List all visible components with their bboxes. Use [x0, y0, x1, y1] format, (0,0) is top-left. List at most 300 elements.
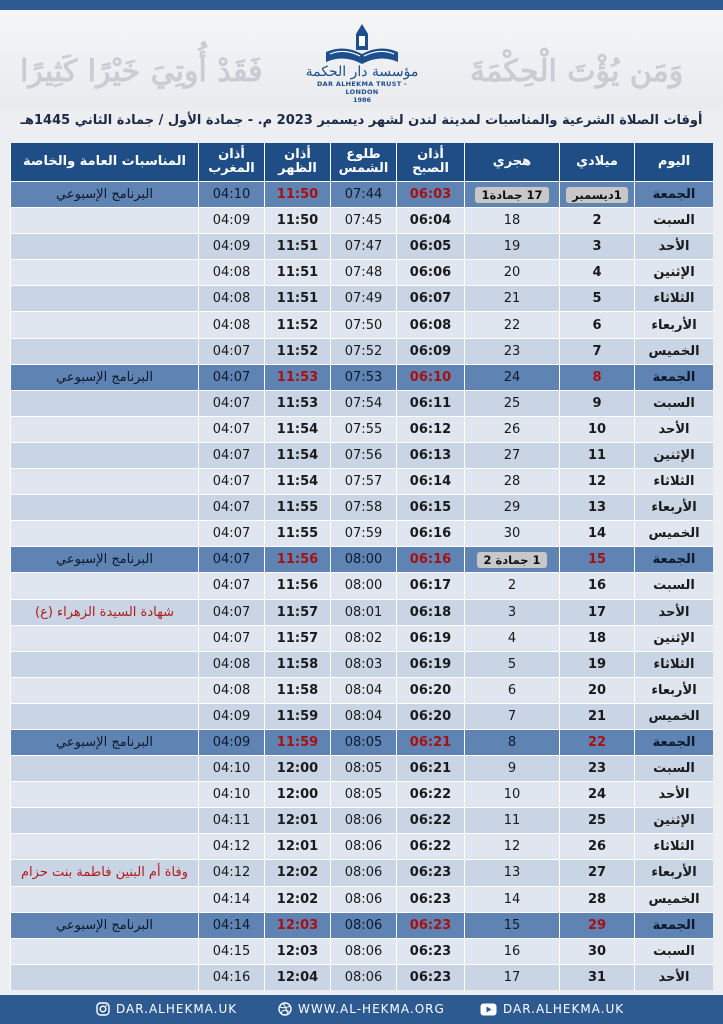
cell-sunrise: 08:05 — [330, 781, 396, 807]
cell-fajr: 06:23 — [396, 886, 464, 912]
cell-maghrib: 04:07 — [198, 390, 264, 416]
table-row — [10, 859, 713, 885]
cell-sunrise: 08:06 — [330, 886, 396, 912]
cell-event — [10, 311, 198, 337]
cell-maghrib: 04:16 — [198, 964, 264, 990]
cell-day: الجمعة — [634, 364, 713, 390]
cell-sunrise: 08:06 — [330, 859, 396, 885]
cell-sunrise: 07:52 — [330, 338, 396, 364]
cell-day: السبت — [634, 207, 713, 233]
cell-day: السبت — [634, 938, 713, 964]
cell-day: الجمعة — [634, 546, 713, 572]
cell-dhuhr: 11:54 — [264, 468, 330, 494]
cell-day: الأحد — [634, 233, 713, 259]
cell-day: الجمعة — [634, 729, 713, 755]
cell-day: الثلاثاء — [634, 285, 713, 311]
table-row — [10, 651, 713, 677]
table-row — [10, 311, 713, 337]
cell-fajr: 06:23 — [396, 938, 464, 964]
cell-maghrib: 04:10 — [198, 755, 264, 781]
cell-gregorian: 18 — [559, 625, 634, 651]
cell-gregorian: 3 — [559, 233, 634, 259]
cell-fajr: 06:18 — [396, 599, 464, 625]
cell-hijri: 8 — [464, 729, 559, 755]
table-row — [10, 416, 713, 442]
cell-fajr: 06:08 — [396, 311, 464, 337]
cell-gregorian: 29 — [559, 912, 634, 938]
website-url: WWW.AL-HEKMA.ORG — [298, 1002, 445, 1016]
cell-gregorian: 31 — [559, 964, 634, 990]
prayer-times-table — [10, 143, 713, 990]
cell-maghrib: 04:09 — [198, 703, 264, 729]
table-row — [10, 625, 713, 651]
cell-dhuhr: 12:03 — [264, 912, 330, 938]
cell-hijri: 16 — [464, 938, 559, 964]
table-row — [10, 677, 713, 703]
cell-fajr: 06:17 — [396, 572, 464, 598]
cell-hijri: 14 — [464, 886, 559, 912]
cell-gregorian: 25 — [559, 807, 634, 833]
cell-day: الأربعاء — [634, 859, 713, 885]
cell-event: شهادة السيدة الزهراء (ع) — [10, 599, 198, 625]
cell-fajr: 06:21 — [396, 755, 464, 781]
cell-dhuhr: 11:52 — [264, 311, 330, 337]
cell-hijri: 15 — [464, 912, 559, 938]
footer-instagram[interactable] — [96, 1002, 237, 1016]
instagram-handle: DAR.ALHEKMA.UK — [116, 1002, 238, 1016]
header-dhuhr-line2: الظهر — [278, 161, 317, 176]
cell-sunrise: 07:56 — [330, 442, 396, 468]
cell-fajr: 06:06 — [396, 259, 464, 285]
cell-gregorian: 22 — [559, 729, 634, 755]
cell-sunrise: 08:00 — [330, 572, 396, 598]
cell-dhuhr: 12:02 — [264, 859, 330, 885]
cell-maghrib: 04:08 — [198, 311, 264, 337]
cell-event — [10, 494, 198, 520]
cell-fajr: 06:23 — [396, 912, 464, 938]
cell-dhuhr: 11:55 — [264, 520, 330, 546]
cell-dhuhr: 11:53 — [264, 390, 330, 416]
cell-event: البرنامج الإسبوعي — [10, 546, 198, 572]
cell-maghrib: 04:10 — [198, 181, 264, 207]
cell-maghrib: 04:14 — [198, 886, 264, 912]
cell-sunrise: 08:06 — [330, 807, 396, 833]
cell-gregorian: 14 — [559, 520, 634, 546]
cell-dhuhr: 11:59 — [264, 703, 330, 729]
header-sunrise-line2: الشمس — [338, 161, 389, 176]
cell-sunrise: 08:03 — [330, 651, 396, 677]
cell-day: الإثنين — [634, 259, 713, 285]
cell-dhuhr: 11:59 — [264, 729, 330, 755]
cell-gregorian: 10 — [559, 416, 634, 442]
cell-day: الجمعة — [634, 912, 713, 938]
cell-sunrise: 08:06 — [330, 964, 396, 990]
cell-day: الخميس — [634, 338, 713, 364]
cell-dhuhr: 11:51 — [264, 259, 330, 285]
cell-fajr: 06:10 — [396, 364, 464, 390]
cell-maghrib: 04:14 — [198, 912, 264, 938]
cell-gregorian: 4 — [559, 259, 634, 285]
cell-day: الأحد — [634, 964, 713, 990]
page-title: أوقات الصلاة الشرعية والمناسبات لمدينة لندن لشهر ديسمبر 2023 م. - جمادة الأول / جمادة الثاني 1445هـ — [20, 113, 703, 128]
cell-fajr: 06:05 — [396, 233, 464, 259]
cell-day: السبت — [634, 572, 713, 598]
cell-maghrib: 04:07 — [198, 625, 264, 651]
cell-event — [10, 781, 198, 807]
table-row — [10, 938, 713, 964]
cell-maghrib: 04:09 — [198, 207, 264, 233]
cell-gregorian: 26 — [559, 833, 634, 859]
table-row — [10, 807, 713, 833]
cell-dhuhr: 12:02 — [264, 886, 330, 912]
table-row — [10, 207, 713, 233]
cell-sunrise: 08:06 — [330, 938, 396, 964]
table-row — [10, 285, 713, 311]
header-events: المناسبات العامة والخاصة — [10, 143, 198, 181]
cell-hijri: 26 — [464, 416, 559, 442]
hijri-month-badge: 17 جمادة1 — [475, 187, 548, 203]
cell-maghrib: 04:12 — [198, 833, 264, 859]
cell-dhuhr: 12:04 — [264, 964, 330, 990]
cell-hijri: 12 — [464, 833, 559, 859]
cell-gregorian: 6 — [559, 311, 634, 337]
cell-maghrib: 04:08 — [198, 677, 264, 703]
cell-day: الجمعة — [634, 181, 713, 207]
cell-maghrib: 04:09 — [198, 729, 264, 755]
cell-event — [10, 259, 198, 285]
cell-sunrise: 07:54 — [330, 390, 396, 416]
cell-gregorian: 11 — [559, 442, 634, 468]
cell-maghrib: 04:11 — [198, 807, 264, 833]
table-row — [10, 390, 713, 416]
cell-dhuhr: 12:01 — [264, 833, 330, 859]
cell-event — [10, 468, 198, 494]
cell-dhuhr: 11:56 — [264, 572, 330, 598]
cell-fajr: 06:21 — [396, 729, 464, 755]
cell-event — [10, 703, 198, 729]
logo-english-name: DAR ALHEKMA TRUST - LONDON — [316, 80, 408, 96]
cell-dhuhr: 11:53 — [264, 364, 330, 390]
cell-hijri: 6 — [464, 677, 559, 703]
youtube-icon — [480, 1003, 497, 1016]
cell-event: البرنامج الإسبوعي — [10, 729, 198, 755]
cell-sunrise: 07:50 — [330, 311, 396, 337]
cell-fajr: 06:13 — [396, 442, 464, 468]
cell-maghrib: 04:07 — [198, 364, 264, 390]
cell-sunrise: 08:06 — [330, 912, 396, 938]
cell-maghrib: 04:08 — [198, 259, 264, 285]
cell-day: الثلاثاء — [634, 833, 713, 859]
cell-day: الإثنين — [634, 807, 713, 833]
logo-year: 1986 — [352, 96, 372, 104]
table-row — [10, 781, 713, 807]
cell-fajr: 06:19 — [396, 625, 464, 651]
cell-hijri: 11 — [464, 807, 559, 833]
cell-day: الأحد — [634, 416, 713, 442]
cell-sunrise: 07:48 — [330, 259, 396, 285]
cell-gregorian — [559, 181, 634, 207]
cell-sunrise: 08:04 — [330, 677, 396, 703]
cell-day: الأربعاء — [634, 677, 713, 703]
table-row — [10, 833, 713, 859]
cell-hijri: 10 — [464, 781, 559, 807]
header-fajr-line1: أذان — [417, 147, 444, 162]
cell-hijri: 17 — [464, 964, 559, 990]
cell-day: الإثنين — [634, 625, 713, 651]
cell-dhuhr: 11:58 — [264, 677, 330, 703]
cell-event — [10, 886, 198, 912]
cell-fajr: 06:23 — [396, 964, 464, 990]
cell-event — [10, 938, 198, 964]
cell-hijri: 21 — [464, 285, 559, 311]
header-dhuhr — [264, 143, 330, 181]
hijri-month-badge: 1 جمادة 2 — [477, 552, 546, 568]
cell-hijri: 7 — [464, 703, 559, 729]
cell-dhuhr: 12:01 — [264, 807, 330, 833]
cell-gregorian: 27 — [559, 859, 634, 885]
cell-day: السبت — [634, 755, 713, 781]
cell-day: الثلاثاء — [634, 651, 713, 677]
cell-hijri: 20 — [464, 259, 559, 285]
cell-gregorian: 30 — [559, 938, 634, 964]
table-row — [10, 546, 713, 572]
cell-sunrise: 08:06 — [330, 833, 396, 859]
cell-gregorian: 17 — [559, 599, 634, 625]
cell-fajr: 06:15 — [396, 494, 464, 520]
cell-fajr: 06:16 — [396, 546, 464, 572]
cell-event — [10, 390, 198, 416]
instagram-icon — [96, 1002, 110, 1016]
month-start-badge: 1ديسمبر — [566, 187, 628, 203]
cell-day: السبت — [634, 390, 713, 416]
cell-maghrib: 04:07 — [198, 546, 264, 572]
cell-gregorian: 28 — [559, 886, 634, 912]
cell-hijri: 13 — [464, 859, 559, 885]
cell-gregorian: 2 — [559, 207, 634, 233]
header-maghrib-line1: أذان — [218, 147, 245, 162]
cell-hijri: 28 — [464, 468, 559, 494]
table-row — [10, 572, 713, 598]
table-row — [10, 494, 713, 520]
cell-hijri: 2 — [464, 572, 559, 598]
cell-gregorian: 24 — [559, 781, 634, 807]
cell-fajr: 06:22 — [396, 807, 464, 833]
cell-fajr: 06:20 — [396, 677, 464, 703]
dribbble-globe-icon — [278, 1002, 292, 1016]
cell-maghrib: 04:07 — [198, 338, 264, 364]
cell-sunrise: 08:05 — [330, 729, 396, 755]
cell-event — [10, 651, 198, 677]
cell-event — [10, 807, 198, 833]
cell-day: الأربعاء — [634, 494, 713, 520]
logo — [300, 22, 424, 118]
cell-hijri: 22 — [464, 311, 559, 337]
cell-maghrib: 04:09 — [198, 233, 264, 259]
cell-maghrib: 04:12 — [198, 859, 264, 885]
cell-fajr: 06:20 — [396, 703, 464, 729]
cell-fajr: 06:22 — [396, 833, 464, 859]
cell-fajr: 06:09 — [396, 338, 464, 364]
cell-fajr: 06:22 — [396, 781, 464, 807]
cell-hijri: 23 — [464, 338, 559, 364]
cell-fajr: 06:14 — [396, 468, 464, 494]
cell-gregorian: 20 — [559, 677, 634, 703]
cell-event — [10, 677, 198, 703]
cell-dhuhr: 11:54 — [264, 442, 330, 468]
cell-hijri: 27 — [464, 442, 559, 468]
cell-fajr: 06:07 — [396, 285, 464, 311]
cell-event — [10, 233, 198, 259]
cell-day: الأحد — [634, 781, 713, 807]
header-fajr — [396, 143, 464, 181]
cell-event — [10, 442, 198, 468]
cell-hijri: 19 — [464, 233, 559, 259]
cell-hijri: 3 — [464, 599, 559, 625]
cell-gregorian: 16 — [559, 572, 634, 598]
cell-sunrise: 07:57 — [330, 468, 396, 494]
cell-fajr: 06:11 — [396, 390, 464, 416]
cell-maghrib: 04:08 — [198, 285, 264, 311]
table-row — [10, 729, 713, 755]
cell-event: وفاة أم البنين فاطمة بنت حزام — [10, 859, 198, 885]
cell-sunrise: 08:05 — [330, 755, 396, 781]
header-maghrib-line2: المغرب — [208, 161, 255, 176]
cell-fajr: 06:16 — [396, 520, 464, 546]
cell-event — [10, 520, 198, 546]
cell-dhuhr: 11:51 — [264, 233, 330, 259]
logo-arabic-name: مؤسسة دار الحكمة — [305, 64, 419, 80]
cell-event — [10, 833, 198, 859]
cell-fajr: 06:19 — [396, 651, 464, 677]
table-row — [10, 703, 713, 729]
cell-gregorian: 15 — [559, 546, 634, 572]
cell-dhuhr: 11:56 — [264, 546, 330, 572]
header-fajr-line2: الصبح — [412, 161, 449, 176]
cell-day: الخميس — [634, 886, 713, 912]
cell-event — [10, 416, 198, 442]
table-row — [10, 964, 713, 990]
table-row — [10, 338, 713, 364]
table-row — [10, 886, 713, 912]
cell-event — [10, 755, 198, 781]
cell-day: الثلاثاء — [634, 468, 713, 494]
cell-event — [10, 572, 198, 598]
cell-fajr: 06:12 — [396, 416, 464, 442]
cell-maghrib: 04:07 — [198, 468, 264, 494]
header-sunrise — [330, 143, 396, 181]
table-row — [10, 233, 713, 259]
cell-dhuhr: 12:00 — [264, 781, 330, 807]
table-row — [10, 442, 713, 468]
cell-hijri: 18 — [464, 207, 559, 233]
slogan-right: وَمَن يُؤْتَ الْحِكْمَةَ — [470, 54, 684, 89]
cell-dhuhr: 11:51 — [264, 285, 330, 311]
youtube-handle: DAR.ALHEKMA.UK — [503, 1002, 625, 1016]
cell-event — [10, 625, 198, 651]
cell-maghrib: 04:07 — [198, 599, 264, 625]
table-row — [10, 364, 713, 390]
cell-maghrib: 04:07 — [198, 416, 264, 442]
header — [0, 10, 723, 110]
cell-maghrib: 04:07 — [198, 572, 264, 598]
table-row — [10, 468, 713, 494]
cell-hijri: 25 — [464, 390, 559, 416]
slogan-left: فَقَدْ أُوتِيَ خَيْرًا كَثِيرًا — [20, 54, 263, 89]
cell-dhuhr: 11:57 — [264, 599, 330, 625]
cell-hijri — [464, 181, 559, 207]
header-maghrib — [198, 143, 264, 181]
cell-maghrib: 04:08 — [198, 651, 264, 677]
cell-hijri: 30 — [464, 520, 559, 546]
cell-day: الخميس — [634, 703, 713, 729]
cell-maghrib: 04:07 — [198, 442, 264, 468]
cell-gregorian: 21 — [559, 703, 634, 729]
table-row — [10, 755, 713, 781]
tower-book-logo-icon — [322, 22, 402, 68]
cell-sunrise: 08:02 — [330, 625, 396, 651]
cell-gregorian: 19 — [559, 651, 634, 677]
cell-dhuhr: 11:55 — [264, 494, 330, 520]
cell-gregorian: 5 — [559, 285, 634, 311]
footer-youtube[interactable] — [480, 1002, 624, 1016]
cell-fajr: 06:04 — [396, 207, 464, 233]
header-gregorian: ميلادي — [559, 143, 634, 181]
cell-dhuhr: 12:00 — [264, 755, 330, 781]
cell-dhuhr: 11:52 — [264, 338, 330, 364]
cell-sunrise: 08:01 — [330, 599, 396, 625]
cell-sunrise: 07:55 — [330, 416, 396, 442]
cell-sunrise: 07:45 — [330, 207, 396, 233]
cell-sunrise: 08:00 — [330, 546, 396, 572]
cell-hijri: 24 — [464, 364, 559, 390]
cell-gregorian: 13 — [559, 494, 634, 520]
cell-day: الخميس — [634, 520, 713, 546]
cell-day: الإثنين — [634, 442, 713, 468]
table-row — [10, 259, 713, 285]
cell-event: البرنامج الإسبوعي — [10, 181, 198, 207]
cell-event — [10, 207, 198, 233]
cell-dhuhr: 11:54 — [264, 416, 330, 442]
cell-event: البرنامج الإسبوعي — [10, 364, 198, 390]
cell-sunrise: 07:49 — [330, 285, 396, 311]
cell-day: الأحد — [634, 599, 713, 625]
cell-gregorian: 9 — [559, 390, 634, 416]
cell-gregorian: 23 — [559, 755, 634, 781]
cell-gregorian: 12 — [559, 468, 634, 494]
cell-dhuhr: 11:50 — [264, 181, 330, 207]
table-row — [10, 181, 713, 207]
cell-dhuhr: 11:57 — [264, 625, 330, 651]
cell-hijri: 4 — [464, 625, 559, 651]
top-bar — [0, 0, 723, 10]
cell-dhuhr: 12:03 — [264, 938, 330, 964]
cell-hijri: 5 — [464, 651, 559, 677]
cell-maghrib: 04:10 — [198, 781, 264, 807]
cell-hijri: 29 — [464, 494, 559, 520]
cell-fajr: 06:23 — [396, 859, 464, 885]
header-hijri: هجري — [464, 143, 559, 181]
cell-event — [10, 964, 198, 990]
cell-sunrise: 07:44 — [330, 181, 396, 207]
cell-gregorian: 8 — [559, 364, 634, 390]
footer-website[interactable] — [278, 1002, 445, 1016]
cell-dhuhr: 11:58 — [264, 651, 330, 677]
cell-event — [10, 285, 198, 311]
header-dhuhr-line1: أذان — [284, 147, 311, 162]
cell-event: البرنامج الإسبوعي — [10, 912, 198, 938]
header-sunrise-line1: طلوع — [346, 147, 381, 162]
cell-sunrise: 07:53 — [330, 364, 396, 390]
